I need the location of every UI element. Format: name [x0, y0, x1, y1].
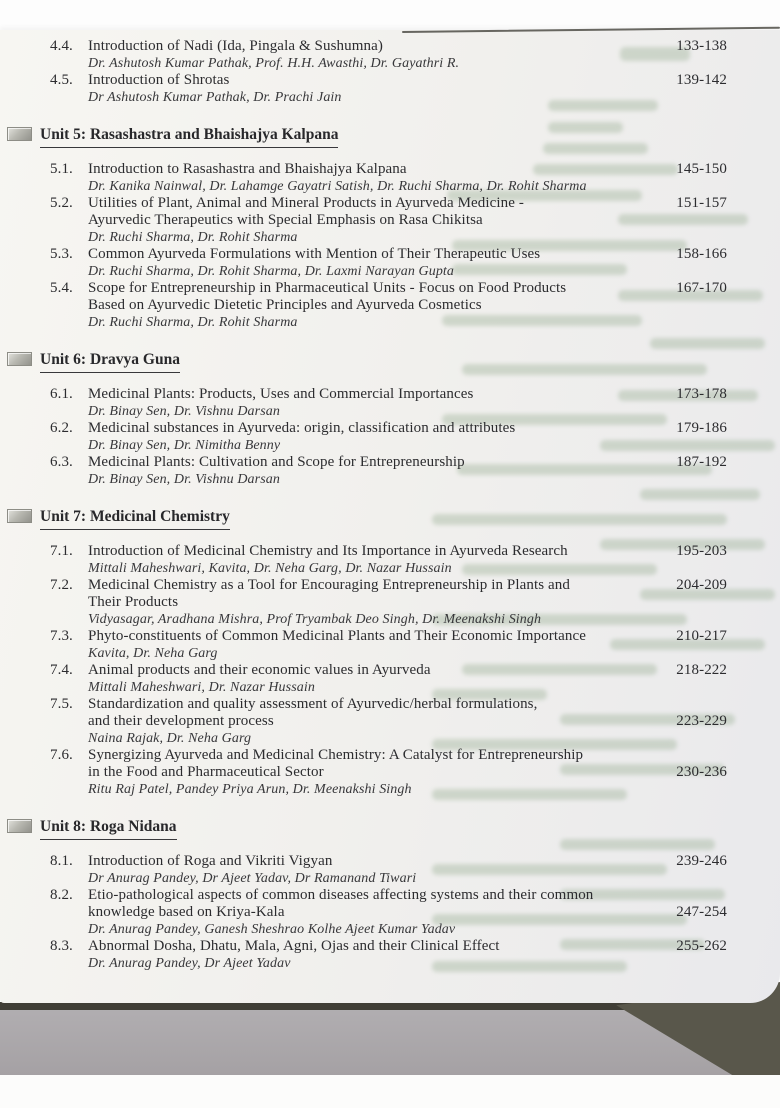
entry-pages: 173-178	[676, 386, 727, 402]
entry-authors: Dr. Ashutosh Kumar Pathak, Prof. H.H. Awasthi, Dr. Gayathri R.	[88, 56, 460, 71]
entry-title: Utilities of Plant, Animal and Mineral Products in Ayurveda Medicine -	[88, 195, 524, 211]
entry-pages: 139-142	[676, 72, 727, 88]
toc-entry	[50, 454, 727, 488]
unit-heading	[40, 818, 727, 840]
toc-entry	[50, 38, 727, 72]
toc-content	[0, 30, 780, 972]
entry-title: Medicinal Plants: Cultivation and Scope for Entrepreneurship	[88, 454, 465, 470]
entry-authors: Mittali Maheshwari, Kavita, Dr. Neha Garg, Dr. Nazar Hussain	[88, 561, 452, 576]
entry-authors: Mittali Maheshwari, Dr. Nazar Hussain	[88, 680, 315, 695]
toc-entry	[50, 420, 727, 454]
entry-number: 5.1.	[50, 161, 73, 177]
entry-pages: 179-186	[676, 420, 727, 436]
entry-pages: 239-246	[676, 853, 727, 869]
entry-pages	[653, 594, 727, 611]
toc-entry	[50, 662, 727, 696]
entry-number: 5.2.	[50, 195, 73, 211]
entry-number: 6.2.	[50, 420, 73, 436]
entry-number: 7.1.	[50, 543, 73, 559]
entry-authors: Dr Ashutosh Kumar Pathak, Dr. Prachi Jain	[88, 90, 342, 105]
entry-pages: 195-203	[676, 543, 727, 559]
entry-authors: Dr. Binay Sen, Dr. Vishnu Darsan	[88, 404, 280, 419]
entry-number: 6.3.	[50, 454, 73, 470]
entry-number: 6.1.	[50, 386, 73, 402]
entry-pages	[653, 297, 727, 314]
toc-entry	[50, 386, 727, 420]
entry-authors: Dr. Anurag Pandey, Dr Ajeet Yadav	[88, 956, 291, 971]
unit-heading	[40, 126, 727, 148]
toc-entry	[50, 280, 727, 331]
entry-pages: 210-217	[676, 628, 727, 644]
entry-pages: 204-209	[676, 577, 727, 593]
entry-pages: 133-138	[676, 38, 727, 54]
scan-bottom-margin	[0, 1075, 780, 1108]
toc-entry	[50, 938, 727, 972]
toc-entry	[50, 696, 727, 747]
toc-entry	[50, 195, 727, 246]
toc-entry	[50, 543, 727, 577]
entry-number: 4.5.	[50, 72, 73, 88]
entry-title: Etio-pathological aspects of common diseases affecting systems and their common	[88, 887, 594, 903]
entry-title: Based on Ayurvedic Dietetic Principles and Ayurveda Cosmetics	[88, 297, 482, 313]
entry-authors: Dr. Ruchi Sharma, Dr. Rohit Sharma	[88, 230, 298, 245]
unit-heading-label: Unit 8: Roga Nidana	[40, 818, 177, 840]
toc-entry	[50, 577, 727, 628]
entry-title: Introduction of Roga and Vikriti Vigyan	[88, 853, 333, 869]
entry-authors: Vidyasagar, Aradhana Mishra, Prof Tryambak Deo Singh, Dr. Meenakshi Singh	[88, 612, 542, 627]
toc-entry	[50, 628, 727, 662]
entry-title: Their Products	[88, 594, 179, 610]
unit-heading-label: Unit 7: Medicinal Chemistry	[40, 508, 230, 530]
toc-entry	[50, 887, 727, 938]
entry-title: Common Ayurveda Formulations with Mention of Their Therapeutic Uses	[88, 246, 541, 262]
entry-pages: 255-262	[676, 938, 727, 954]
entry-title: Ayurvedic Therapeutics with Special Emphasis on Rasa Chikitsa	[88, 212, 483, 228]
entry-pages	[653, 696, 727, 713]
entry-pages: 167-170	[676, 280, 727, 296]
entry-number	[50, 594, 88, 611]
unit-heading-label: Unit 6: Dravya Guna	[40, 351, 180, 373]
entry-title: Animal products and their economic values in Ayurveda	[88, 662, 431, 678]
entry-number: 7.5.	[50, 696, 73, 712]
entry-title: Medicinal Chemistry as a Tool for Encouraging Entrepreneurship in Plants and	[88, 577, 570, 593]
entry-pages: 230-236	[676, 764, 727, 780]
unit-sections	[40, 126, 727, 972]
entry-authors: Ritu Raj Patel, Pandey Priya Arun, Dr. Meenakshi Singh	[88, 782, 412, 797]
unit-bullet-icon	[7, 352, 32, 366]
toc-entry	[50, 72, 727, 106]
entry-number: 8.2.	[50, 887, 73, 903]
entry-pages: 187-192	[676, 454, 727, 470]
unit-heading	[40, 508, 727, 530]
entry-number	[50, 212, 88, 229]
entry-number: 4.4.	[50, 38, 73, 54]
scanned-toc-page	[0, 30, 780, 1003]
entry-authors: Dr Anurag Pandey, Dr Ajeet Yadav, Dr Ramanand Tiwari	[88, 871, 417, 886]
entry-number: 8.3.	[50, 938, 73, 954]
toc-entry	[50, 161, 727, 195]
entry-pages	[653, 747, 727, 764]
entry-title: Introduction of Nadi (Ida, Pingala & Sushumna)	[88, 38, 383, 54]
entry-title: in the Food and Pharmaceutical Sector	[88, 764, 324, 780]
entry-title: Scope for Entrepreneurship in Pharmaceutical Units - Focus on Food Products	[88, 280, 567, 296]
entry-authors: Kavita, Dr. Neha Garg	[88, 646, 218, 661]
entry-title: and their development process	[88, 713, 274, 729]
entry-number	[50, 297, 88, 314]
toc-entry	[50, 853, 727, 887]
unit-bullet-icon	[7, 127, 32, 141]
toc-entry	[50, 747, 727, 798]
entry-title: Abnormal Dosha, Dhatu, Mala, Agni, Ojas and their Clinical Effect	[88, 938, 500, 954]
entry-number	[50, 764, 88, 781]
entry-number: 7.6.	[50, 747, 73, 763]
entry-pages: 158-166	[676, 246, 727, 262]
entry-number: 8.1.	[50, 853, 73, 869]
entry-title: Introduction to Rasashastra and Bhaishajya Kalpana	[88, 161, 407, 177]
entry-authors: Dr. Anurag Pandey, Ganesh Sheshrao Kolhe Ajeet Kumar Yadav	[88, 922, 456, 937]
entry-title: Phyto-constituents of Common Medicinal Plants and Their Economic Importance	[88, 628, 586, 644]
entry-pages	[653, 212, 727, 229]
entry-authors: Dr. Ruchi Sharma, Dr. Rohit Sharma, Dr. Laxmi Narayan Gupta	[88, 264, 455, 279]
unit-bullet-icon	[7, 509, 32, 523]
entry-number: 7.2.	[50, 577, 73, 593]
entry-authors: Dr. Binay Sen, Dr. Vishnu Darsan	[88, 472, 280, 487]
entry-title: Introduction of Medicinal Chemistry and Its Importance in Ayurveda Research	[88, 543, 568, 559]
toc-entry	[50, 246, 727, 280]
unit-heading	[40, 351, 727, 373]
entry-pages: 223-229	[676, 713, 727, 729]
entry-authors: Naina Rajak, Dr. Neha Garg	[88, 731, 252, 746]
entry-number: 7.3.	[50, 628, 73, 644]
entry-title: Introduction of Shrotas	[88, 72, 230, 88]
unit-heading-label: Unit 5: Rasashastra and Bhaishajya Kalpana	[40, 126, 338, 148]
entry-pages: 218-222	[676, 662, 727, 678]
entry-title: Medicinal substances in Ayurveda: origin, classification and attributes	[88, 420, 516, 436]
entry-title: Medicinal Plants: Products, Uses and Commercial Importances	[88, 386, 474, 402]
entry-number: 5.3.	[50, 246, 73, 262]
entry-number	[50, 904, 88, 921]
unit-bullet-icon	[7, 819, 32, 833]
entry-pages	[653, 887, 727, 904]
entry-authors: Dr. Kanika Nainwal, Dr. Lahamge Gayatri Satish, Dr. Ruchi Sharma, Dr. Rohit Sharma	[88, 179, 587, 194]
entry-pages: 151-157	[676, 195, 727, 211]
entry-title: Synergizing Ayurveda and Medicinal Chemistry: A Catalyst for Entrepreneurship	[88, 747, 584, 763]
entry-title: knowledge based on Kriya-Kala	[88, 904, 285, 920]
entry-pages: 247-254	[676, 904, 727, 920]
entry-number	[50, 713, 88, 730]
entry-pages: 145-150	[676, 161, 727, 177]
leading-entries	[50, 38, 727, 106]
entry-authors: Dr. Binay Sen, Dr. Nimitha Benny	[88, 438, 281, 453]
entry-number: 7.4.	[50, 662, 73, 678]
entry-title: Standardization and quality assessment of Ayurvedic/herbal formulations,	[88, 696, 538, 712]
entry-number: 5.4.	[50, 280, 73, 296]
entry-authors: Dr. Ruchi Sharma, Dr. Rohit Sharma	[88, 315, 298, 330]
